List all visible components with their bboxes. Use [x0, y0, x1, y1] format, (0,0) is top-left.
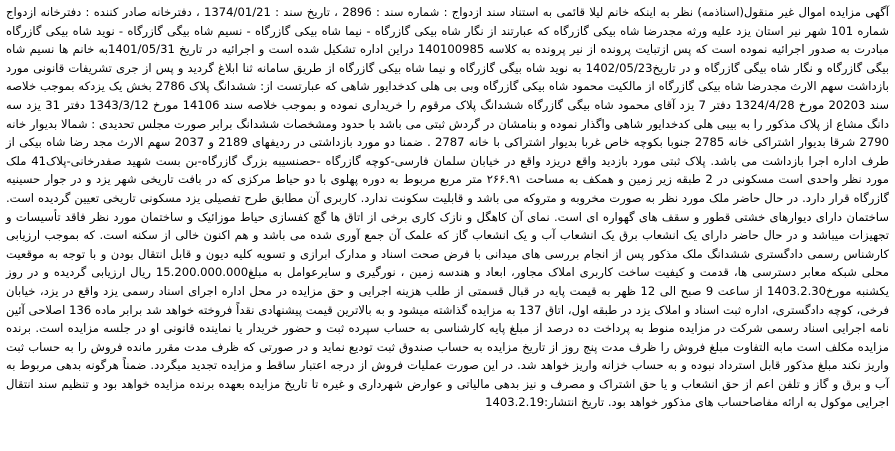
notice-body: آگهی مزایده اموال غیر منقول(اسناذمه) نظر به اینکه خانم لیلا قائمی به استناد سند ازدواج : شماره سند : 2896 ، تاریخ سند : 1374/01/21 ، دفترخانه صادر کننده : دفترخانه ازدواج شماره 101 شهر نیر استان یزد علیه ورثه مجدرضا شاه بیکی گازرگاه که عبارتند از نگار شاه بیکی گازرگاه - نیما شاه بیکی گازرگاه - نسیم شاه بیگی گازرگاه - نوید شاه بیکی گازرگاه مبادرت به صدور اجرائیه نموده است که پس ازتبایت پرونده از نیر پرونده به کلاسه 140100985 دراین اداره تشکیل شده است و اجرائیه در تاریخ 1401/05/31به خانم ها نسیم شاه بیگی گازرگاه و نگار شاه بیگی گازرگاه و در تاریخ1402/05/23 به نوید شاه بیگی گازرگاه و نیما شاه بیکی گازرگاه از طریق سامانه ثنا ابلاغ گردید و پس از جری تشریفات قانونی مورد بازداشت سهم الارث مجدرضا شاه بیکی گازرگاه از مالکیت محمود شاه بیکی گازرگاه وبی بی هلی کدخدایور شاهی که عبارتست از: ششدانگ پلاک 2786 بخش یک یزدکه بموجب خلاصه سند 20203 مورخ 1324/4/28 دفتر 7 یزد آقای محمود شاه بیگی گازرگاه ششدانگ پلاک مرقوم را خریداری نموده و بموجب خلاصه سند 14106 مورخ 1343/3/12 دفتر 31 یزد سه دانگ مشاع از پلاک مذکور را به بیبی هلی کدخدایور شاهی واگذار نموده و بنامشان در گردش ثبتی می باشد با حدود ومشخصات ششدانگ برابر صورت مجلس تحدیدی : شمالا بدیوار خانه 2790 شرقا بدیوار اشتراکی خانه 2785 جنوبا بکوچه خاص غربا بدیوار اشتراکی با خانه 2787 . ضمنا دو مورد بازداشتی در ردیفهای 2189 و 2037 سهم الارث مجد رضا شاه بیکی از طرف اداره اجرا بازداشت می باشد. پلاک ثبتی مورد بازدید واقع دریزد واقع در خیابان سلمان فارسی-کوچه گازرگاه -حصنسیبه بزرگ گازرگاه-بن بست شهید صفدرخانی-پلاک41 ملک مورد نظر واحدی است مسکونی در 2 طبقه زیر زمین و همکف به مساحت ۲۶۶.۹۱ متر مربع مربوط به دوره پهلوی با دو حیاط مرکزی که در بافت تاریخی شهر یزد و در جوار حسینیه گازرگاه قرار دارد. در حال حاضر ملک مورد نظر به صورت مخروبه و متروکه می باشد و قابلیت سکونت ندارد. کاربری آن مطابق طرح تفصیلی یزد مسکونی تاریخی تعیین گردیده است. ساختمان دارای دیوارهای خشتی قطور و سقف های گهواره ای است. نمای آن کاهگل و نازک کاری برخی از اتاق ها گچ کفسازی حیاط موزائیک و ساختمان مورد نظر فاقد تأسیسات و تجهیزات میباشد و در حال حاضر دارای یک انشعاب برق یک انشعاب آب و یک انشعاب گاز که علمک آن جمع آوری شده می باشد و هم اکنون خالی از سکنه است. که بموجب ارزیابی کارشناس رسمی دادگستری ششدانگ ملک مذکور پس از انجام بررسی های میدانی با فرض صحت اسناد و مدارک ابرازی و تسویه کلیه دیون و قابل انتقال بودن و با توجه به موقعیت محلی شبکه معابر دسترسی ها، قدمت و کیفیت ساخت کاربری املاک مجاور، ابعاد و هندسه زمین ، نورگیری و سایرعوامل به مبلغ15.200.000.000 ریال ارزیابی گردیده و در روز یکشنبه مورخ1403.2.30 از ساعت 9 صبح الی 12 ظهر به قیمت پایه در قبال قسمتی از طلب هزینه اجرایی و حق مزایده در محل اداره اجرای اسناد رسمی یزد واقع در یزد، خیابان فرخی، کوچه دادگستری، اداره ثبت اسناد و املاک یزد در طبقه اول، اتاق 137 به مزایده گذاشته میشود و به بالاترین قیمت پیشنهادی نقداً فروخته خواهد شد برابر ماده 136 اصلاحی آئین نامه اجرایی اسناد رسمی شرکت در مزایده منوط به پرداخت ده درصد از مبلغ پایه کارشناسی به حساب سپرده ثبت و حضور خریدار یا نماینده قانونی او در جلسه مزایده است. برنده مزایده مکلف است مابه التفاوت مبلغ فروش را ظرف مدت پنج روز از تاریخ مزایده به حساب صندوق ثبت تودیع نماید و در صورتی که ظرف مدت مقرر مانده فروش را به حساب ثبت واریز نکند مبلغ مذکور قابل استرداد نبوده و به حساب خزانه واریز خواهد شد. در این صورت عملیات فروش از درجه اعتبار ساقط و مزایده تجدید میگردد. ضمناً هرگونه بدهی مربوط به آب و برق و گاز و تلفن اعم از حق انشعاب و یا حق اشتراک و مصرف و نیز بدهی مالیاتی و عوارض شهرداری و غیره تا تاریخ مزایده بعهده برنده مزایده خواهد بود و تنظیم سند انتقال اجرایی موکول به ارائه مفاصاحساب های مذکور خواهد بود. تاریخ انتشار:1403.2.19 [6, 5, 890, 410]
